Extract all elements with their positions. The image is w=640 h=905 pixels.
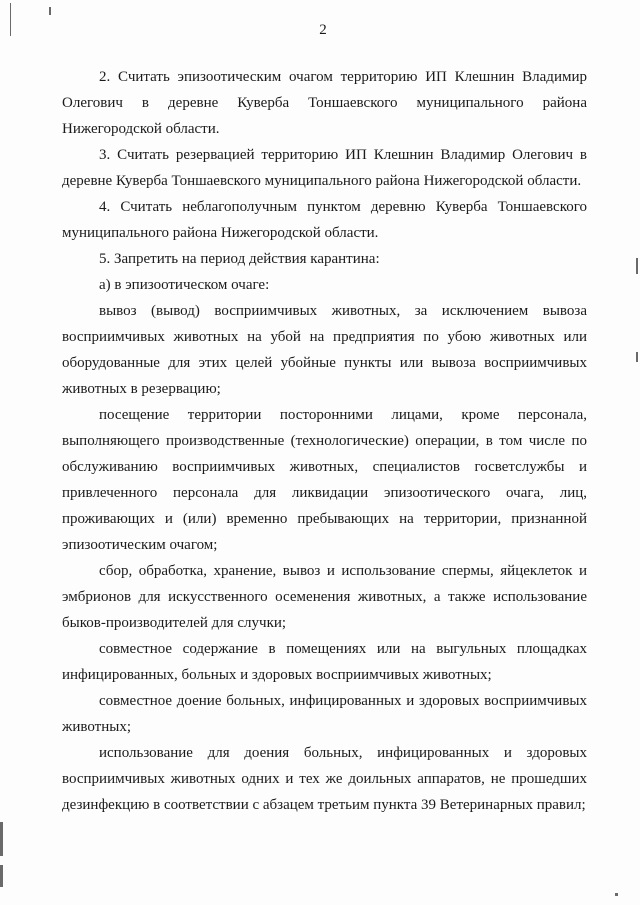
page-number: 2 — [319, 22, 327, 38]
paragraph-semen-ban: сбор, обработка, хранение, вывоз и использование спермы, яйцеклеток и эмбрионов для искусственного осеменения животных, а также использование быков-производителей для случки; — [62, 563, 587, 631]
scan-mark — [0, 822, 3, 856]
paragraph-joint-milking-ban: совместное доение больных, инфицированных и здоровых восприимчивых животных; — [62, 693, 587, 735]
paragraph-item-3: 3. Считать резервацией территорию ИП Клешнин Владимир Олегович в деревне Куверба Тоншаевского муниципального района Нижегородской области. — [62, 147, 587, 189]
subparagraph-a: а) в эпизоотическом очаге: — [99, 277, 270, 293]
paragraph-item-4: 4. Считать неблагополучным пунктом деревню Куверба Тоншаевского муниципального района Нижегородской области. — [62, 199, 587, 241]
paragraph-joint-keeping-ban: совместное содержание в помещениях или на выгульных площадках инфицированных, больных и здоровых восприимчивых животных; — [62, 641, 587, 683]
scan-mark — [636, 352, 638, 362]
scan-mark — [0, 865, 3, 887]
scan-mark — [615, 893, 618, 896]
paragraph-visit-ban: посещение территории посторонними лицами, кроме персонала, выполняющего производственные (технологические) операции, в том числе по обслуживанию восприимчивых животных, специалистов госветслужбы и привлеченного персонала для ликвидации эпизоотического очага, лиц, проживающих и (или) временно пребывающих на территории, признанной эпизоотическим очагом; — [62, 407, 587, 553]
paragraph-item-2: 2. Считать эпизоотическим очагом территорию ИП Клешнин Владимир Олегович в деревне Куверба Тоншаевского муниципального района Нижегородской области. — [62, 69, 587, 137]
paragraph-removal-ban: вывоз (вывод) восприимчивых животных, за исключением вывоза восприимчивых животных на убой на предприятия по убою животных или оборудованные для этих целей убойные пункты или вывоза восприимчивых животных в резервацию; — [62, 303, 587, 397]
paragraph-milking-equipment-ban: использование для доения больных, инфицированных и здоровых восприимчивых животных одних и тех же доильных аппаратов, не прошедших дезинфекцию в соответствии с абзацем третьим пункта 39 Ветеринарных правил; — [62, 745, 587, 813]
scan-mark — [636, 258, 638, 274]
paragraph-item-5: 5. Запретить на период действия карантина: — [99, 251, 380, 267]
scan-mark — [49, 7, 51, 15]
document-body — [62, 64, 587, 818]
